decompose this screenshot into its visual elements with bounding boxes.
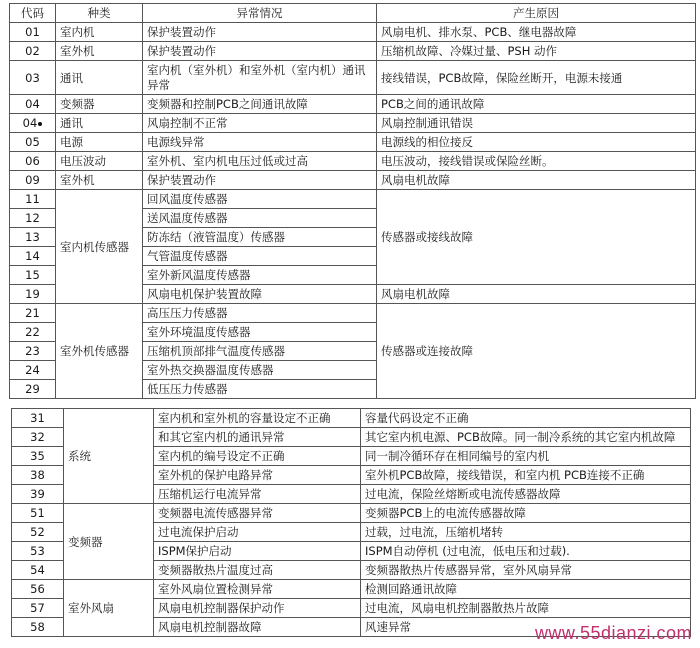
- cause-cell: 过载，过电流，压缩机堵转: [361, 523, 691, 542]
- cause-cell: 风扇电机、排水泵、PCB、继电器故障: [377, 23, 696, 42]
- code-cell: 53: [12, 542, 64, 561]
- cause-cell-indoor-sensor: 传感器或接线故障: [377, 190, 696, 285]
- table-row: [10, 61, 696, 95]
- situation-cell: 保护装置动作: [143, 23, 377, 42]
- situation-cell: 回风温度传感器: [143, 190, 377, 209]
- code-cell: 14: [10, 247, 56, 266]
- cause-cell: 室外机PCB故障，接线错误，和室内机 PCB连接不正确: [361, 466, 691, 485]
- code-cell: 02: [10, 42, 56, 61]
- situation-cell: 过电流保护启动: [154, 523, 361, 542]
- code-cell: 01: [10, 23, 56, 42]
- table-row: [10, 304, 696, 323]
- code-cell: 03: [10, 61, 56, 95]
- bullet-dot-icon: [38, 122, 42, 126]
- header-category: 种类: [56, 4, 143, 23]
- situation-cell: 室外机的保护电路异常: [154, 466, 361, 485]
- error-code-table-part2: [11, 408, 691, 637]
- table-row: [12, 504, 691, 523]
- cause-cell: 风扇控制通讯错误: [377, 114, 696, 133]
- cause-cell: 电源线的相位接反: [377, 133, 696, 152]
- category-cell-outdoor-fan: 室外风扇: [64, 580, 154, 637]
- situation-cell: 低压压力传感器: [143, 380, 377, 399]
- category-cell-inverter: 变频器: [64, 504, 154, 580]
- cause-cell: PCB之间的通讯故障: [377, 95, 696, 114]
- code-cell: [10, 114, 56, 133]
- situation-cell: 送风温度传感器: [143, 209, 377, 228]
- header-code: 代码: [10, 4, 56, 23]
- table-row: [10, 133, 696, 152]
- cause-cell: 容量代码设定不正确: [361, 409, 691, 428]
- code-cell: 23: [10, 342, 56, 361]
- category-cell: 变频器: [56, 95, 143, 114]
- table-row: [10, 171, 696, 190]
- table-row: [12, 409, 691, 428]
- code-cell: 35: [12, 447, 64, 466]
- situation-cell: 风扇电机控制器故障: [154, 618, 361, 637]
- cause-cell: 变频器散热片传感器异常，室外风扇异常: [361, 561, 691, 580]
- cause-cell: 接线错误，PCB故障，保险丝断开，电源未接通: [377, 61, 696, 95]
- situation-cell: 变频器和控制PCB之间通讯故障: [143, 95, 377, 114]
- cause-cell: 风扇电机故障: [377, 171, 696, 190]
- situation-cell: 变频器电流传感器异常: [154, 504, 361, 523]
- situation-cell: 保护装置动作: [143, 171, 377, 190]
- situation-cell: 室外新风温度传感器: [143, 266, 377, 285]
- situation-cell: 室外环境温度传感器: [143, 323, 377, 342]
- code-cell: 38: [12, 466, 64, 485]
- code-cell: 54: [12, 561, 64, 580]
- situation-cell: 防冻结（液管温度）传感器: [143, 228, 377, 247]
- code-cell: 32: [12, 428, 64, 447]
- table-header-row: [10, 4, 696, 23]
- code-cell: 04: [10, 95, 56, 114]
- category-cell: 通讯: [56, 114, 143, 133]
- header-situation: 异常情况: [143, 4, 377, 23]
- site-watermark: www.55dianzi.com: [534, 623, 692, 643]
- table-row: [10, 152, 696, 171]
- situation-cell: 室外热交换器温度传感器: [143, 361, 377, 380]
- code-cell: 13: [10, 228, 56, 247]
- cause-cell: 压缩机故障、冷媒过量、PSH 动作: [377, 42, 696, 61]
- code-cell: 21: [10, 304, 56, 323]
- category-cell-system: 系统: [64, 409, 154, 504]
- category-cell: 电压波动: [56, 152, 143, 171]
- situation-cell: 室外机、室内机电压过低或过高: [143, 152, 377, 171]
- cause-cell: 风速异常: [361, 618, 691, 637]
- code-cell: 56: [12, 580, 64, 599]
- code-cell: 24: [10, 361, 56, 380]
- cause-cell: ISPM自动停机 (过电流，低电压和过载).: [361, 542, 691, 561]
- code-cell: 05: [10, 133, 56, 152]
- situation-cell: ISPM保护启动: [154, 542, 361, 561]
- error-code-table-part1: [9, 3, 696, 399]
- code-cell: 19: [10, 285, 56, 304]
- code-cell: 58: [12, 618, 64, 637]
- code-cell: 39: [12, 485, 64, 504]
- code-cell: 31: [12, 409, 64, 428]
- code-cell: 12: [10, 209, 56, 228]
- table-row: [10, 95, 696, 114]
- code-cell: 57: [12, 599, 64, 618]
- cause-cell: 电压波动，接线错误或保险丝断。: [377, 152, 696, 171]
- category-cell: 通讯: [56, 61, 143, 95]
- cause-cell: 检测回路通讯故障: [361, 580, 691, 599]
- situation-cell: 电源线异常: [143, 133, 377, 152]
- situation-cell: 风扇控制不正常: [143, 114, 377, 133]
- category-cell: 室外机: [56, 42, 143, 61]
- code-cell: 11: [10, 190, 56, 209]
- situation-cell: 压缩机运行电流异常: [154, 485, 361, 504]
- code-text: 04: [22, 116, 38, 130]
- table-row: [10, 114, 696, 133]
- category-cell-outdoor-sensor: 室外机传感器: [56, 304, 143, 399]
- code-cell: 09: [10, 171, 56, 190]
- situation-cell: 风扇电机控制器保护动作: [154, 599, 361, 618]
- cause-cell: 变频器PCB上的电流传感器故障: [361, 504, 691, 523]
- table-row: [10, 23, 696, 42]
- situation-cell: 室内机和室外机的容量设定不正确: [154, 409, 361, 428]
- cause-cell: 风扇电机故障: [377, 285, 696, 304]
- table-row: [10, 190, 696, 209]
- header-cause: 产生原因: [377, 4, 696, 23]
- situation-cell: 室内机的编号设定不正确: [154, 447, 361, 466]
- category-cell: 电源: [56, 133, 143, 152]
- situation-cell: 保护装置动作: [143, 42, 377, 61]
- category-cell: 室外机: [56, 171, 143, 190]
- code-cell: 15: [10, 266, 56, 285]
- code-cell: 06: [10, 152, 56, 171]
- situation-cell: 和其它室内机的通讯异常: [154, 428, 361, 447]
- category-cell: 室内机: [56, 23, 143, 42]
- situation-cell: 室外风扇位置检测异常: [154, 580, 361, 599]
- code-cell: 51: [12, 504, 64, 523]
- situation-cell: 风扇电机保护装置故障: [143, 285, 377, 304]
- cause-cell-outdoor-sensor: 传感器或连接故障: [377, 304, 696, 399]
- cause-cell: 过电流，保险丝熔断或电流传感器故障: [361, 485, 691, 504]
- code-cell: 29: [10, 380, 56, 399]
- cause-cell: 其它室内机电源、PCB故障。同一制冷系统的其它室内机故障: [361, 428, 691, 447]
- situation-cell: 室内机（室外机）和室外机（室内机）通讯异常: [143, 61, 377, 95]
- situation-cell: 变频器散热片温度过高: [154, 561, 361, 580]
- situation-cell: 气管温度传感器: [143, 247, 377, 266]
- table-row: [10, 42, 696, 61]
- cause-cell: 过电流，风扇电机控制器散热片故障: [361, 599, 691, 618]
- cause-cell: 同一制冷循环存在相同编号的室内机: [361, 447, 691, 466]
- code-cell: 22: [10, 323, 56, 342]
- table-row: [12, 580, 691, 599]
- code-cell: 52: [12, 523, 64, 542]
- category-cell-indoor-sensor: 室内机传感器: [56, 190, 143, 304]
- situation-cell: 高压压力传感器: [143, 304, 377, 323]
- situation-cell: 压缩机顶部排气温度传感器: [143, 342, 377, 361]
